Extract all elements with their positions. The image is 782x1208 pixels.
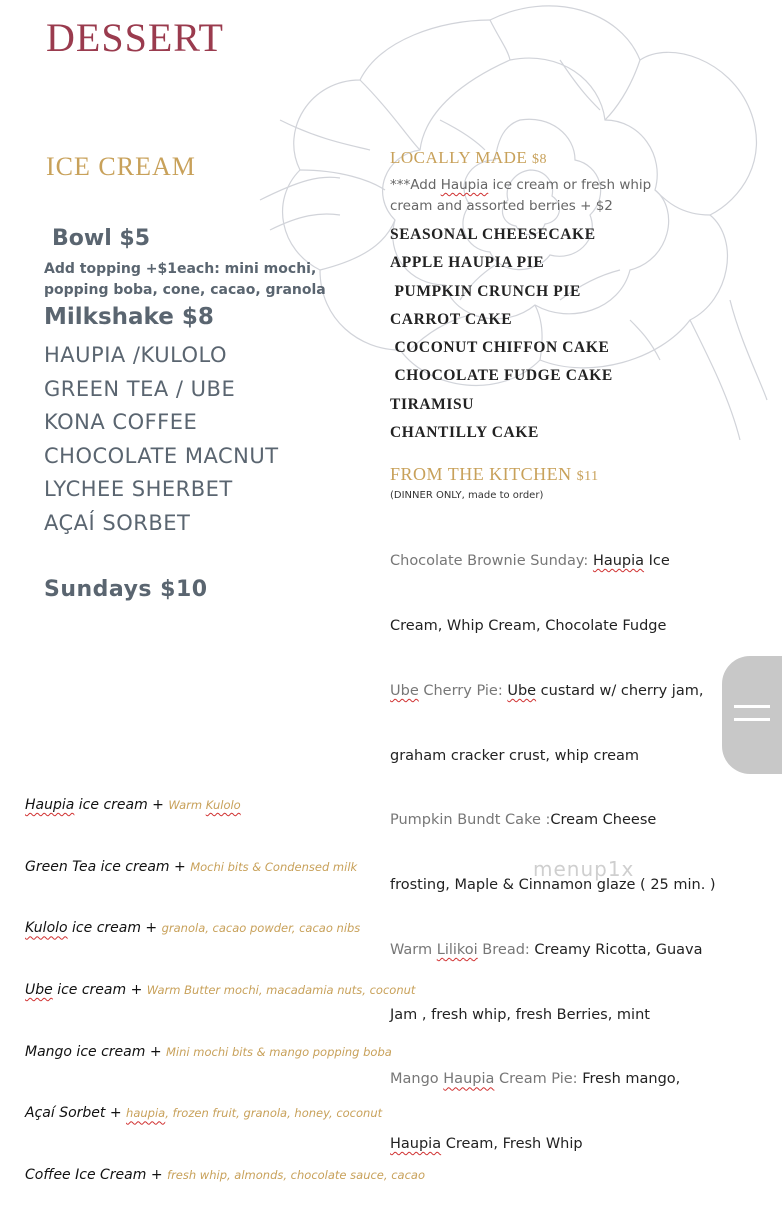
- kitchen-line: [390, 681, 762, 703]
- flavor-item: AÇAÍ SORBET: [44, 510, 191, 535]
- flavor-item: HAUPIA /KULOLO: [44, 343, 228, 367]
- flavor-item: KONA COFFEE: [44, 410, 198, 435]
- pairing-label: ice cream +: [52, 982, 147, 999]
- note-text: ***Add: [390, 177, 441, 193]
- pairing-item: [25, 1103, 425, 1127]
- kitchen-text: custard w/ cherry jam,: [536, 682, 704, 699]
- milkshake-price: Milkshake $8: [44, 304, 214, 330]
- pairing-label: ice cream +: [74, 797, 169, 813]
- pairing-item: [25, 1042, 425, 1066]
- topping-note-line: popping boba, cone, cacao, granola: [44, 282, 326, 298]
- kitchen-word: Haupia: [390, 1136, 442, 1153]
- kitchen-word: Haupia: [443, 1071, 495, 1088]
- kitchen-line: frosting, Maple & Cinnamon glaze ( 25 min. ): [390, 877, 716, 894]
- kitchen-word: Haupia: [592, 553, 645, 570]
- kitchen-text: Ice: [644, 553, 670, 570]
- kitchen-heading: [390, 464, 599, 485]
- pairing-label: Açaí Sorbet +: [25, 1105, 127, 1122]
- note-word: Haupia: [440, 177, 489, 193]
- cake-item: TIRAMISU: [390, 395, 475, 413]
- pairing-item: [25, 980, 425, 1004]
- pairing-desc-word: haupia: [126, 1106, 166, 1121]
- note-line: cream and assorted berries + $2: [390, 198, 613, 214]
- flavor-item: GREEN TEA / UBE: [44, 376, 236, 401]
- sundays-price: Sundays $10: [44, 577, 208, 602]
- flavor-list: [44, 340, 279, 542]
- page-title: DESSERT: [46, 15, 224, 60]
- kitchen-item-name: Pumpkin Bundt Cake :: [390, 812, 551, 829]
- kitchen-price: $11: [576, 469, 599, 484]
- pairing-desc: granola, cacao powder, cacao nibs: [161, 921, 361, 936]
- kitchen-line: [390, 940, 762, 962]
- cake-item: COCONUT CHIFFON CAKE: [390, 339, 610, 357]
- cake-item: CHOCOLATE FUDGE CAKE: [390, 367, 613, 385]
- kitchen-word: Lilikoi: [436, 941, 478, 958]
- pairing-label: Green Tea ice cream +: [25, 858, 191, 875]
- menu-handle-icon[interactable]: [722, 656, 782, 774]
- pairing-desc-word: Kulolo: [205, 798, 241, 812]
- topping-note: [44, 259, 326, 301]
- kitchen-word: Ube: [390, 682, 419, 699]
- kitchen-line: [390, 1069, 762, 1091]
- pairing-desc: Warm Butter mochi, macadamia nuts, coconut: [146, 983, 416, 998]
- cake-item: CARROT CAKE: [390, 310, 513, 328]
- kitchen-line: [390, 1134, 762, 1156]
- cake-item: PUMPKIN CRUNCH PIE: [390, 282, 581, 300]
- locally-made-heading: [390, 148, 547, 168]
- pairing-desc: Mochi bits & Condensed milk: [190, 859, 358, 874]
- kitchen-list: [390, 508, 762, 1177]
- kitchen-title: FROM THE KITCHEN: [390, 464, 572, 484]
- kitchen-line: [390, 551, 762, 573]
- cake-list: [390, 222, 613, 448]
- pairing-item: [25, 918, 425, 942]
- kitchen-text: Cream, Fresh Whip: [441, 1136, 583, 1153]
- kitchen-item-name: Cream Pie:: [494, 1071, 583, 1088]
- topping-note-line: Add topping +$1each: mini mochi,: [44, 261, 317, 277]
- pairing-desc: fresh whip, almonds, chocolate sauce, cacao: [167, 1168, 425, 1183]
- cake-item: SEASONAL CHEESECAKE: [390, 226, 596, 243]
- pairing-desc: Mini mochi bits & mango popping boba: [166, 1044, 392, 1059]
- flavor-item: LYCHEE SHERBET: [44, 477, 233, 502]
- pairing-item: [25, 795, 425, 819]
- locally-made-note: [390, 175, 651, 217]
- kitchen-line: Cream, Whip Cream, Chocolate Fudge: [390, 617, 667, 634]
- pairing-label: Coffee Ice Cream +: [25, 1167, 168, 1184]
- kitchen-item-name: Warm: [390, 941, 437, 958]
- pairing-label: Mango ice cream +: [25, 1043, 166, 1060]
- locally-made-title: LOCALLY MADE: [390, 148, 528, 167]
- kitchen-line: [390, 810, 762, 832]
- cake-item: APPLE HAUPIA PIE: [390, 254, 545, 272]
- flavor-item: CHOCOLATE MACNUT: [44, 443, 279, 468]
- ice-cream-heading: ICE CREAM: [46, 152, 196, 181]
- pairing-word: Haupia: [25, 797, 75, 813]
- pairing-word: Ube: [25, 982, 53, 999]
- kitchen-word: Ube: [507, 682, 537, 699]
- pairing-desc: , frozen fruit, granola, honey, coconut: [165, 1106, 383, 1121]
- kitchen-item-name: Mango: [390, 1071, 444, 1088]
- kitchen-line: Jam , fresh whip, fresh Berries, mint: [390, 1006, 650, 1023]
- handle-bar: [734, 705, 770, 708]
- kitchen-item-name: Cherry Pie:: [418, 682, 508, 699]
- pairing-item: [25, 857, 425, 881]
- kitchen-item-name: Chocolate Brownie Sunday:: [390, 553, 593, 570]
- note-text: ice cream or fresh whip: [488, 177, 652, 193]
- pairing-desc: Warm: [168, 798, 206, 812]
- watermark: menup1x: [533, 857, 635, 881]
- cake-item: CHANTILLY CAKE: [390, 424, 539, 442]
- pairing-item: [25, 1165, 425, 1189]
- pairing-label: ice cream +: [67, 920, 162, 937]
- bowl-price: Bowl $5: [52, 226, 151, 251]
- note-line: [390, 175, 651, 196]
- kitchen-text: Cream Cheese: [550, 812, 657, 829]
- locally-made-price: $8: [532, 152, 548, 167]
- pairing-word: Kulolo: [25, 920, 68, 937]
- kitchen-line: graham cracker crust, whip cream: [390, 747, 640, 764]
- pairing-list: [25, 757, 425, 1208]
- handle-bar: [734, 718, 770, 721]
- kitchen-note: (DINNER ONLY, made to order): [390, 490, 544, 501]
- kitchen-text: Fresh mango,: [582, 1071, 681, 1088]
- kitchen-text: Creamy Ricotta, Guava: [534, 941, 703, 958]
- kitchen-item-name: Bread:: [477, 941, 535, 958]
